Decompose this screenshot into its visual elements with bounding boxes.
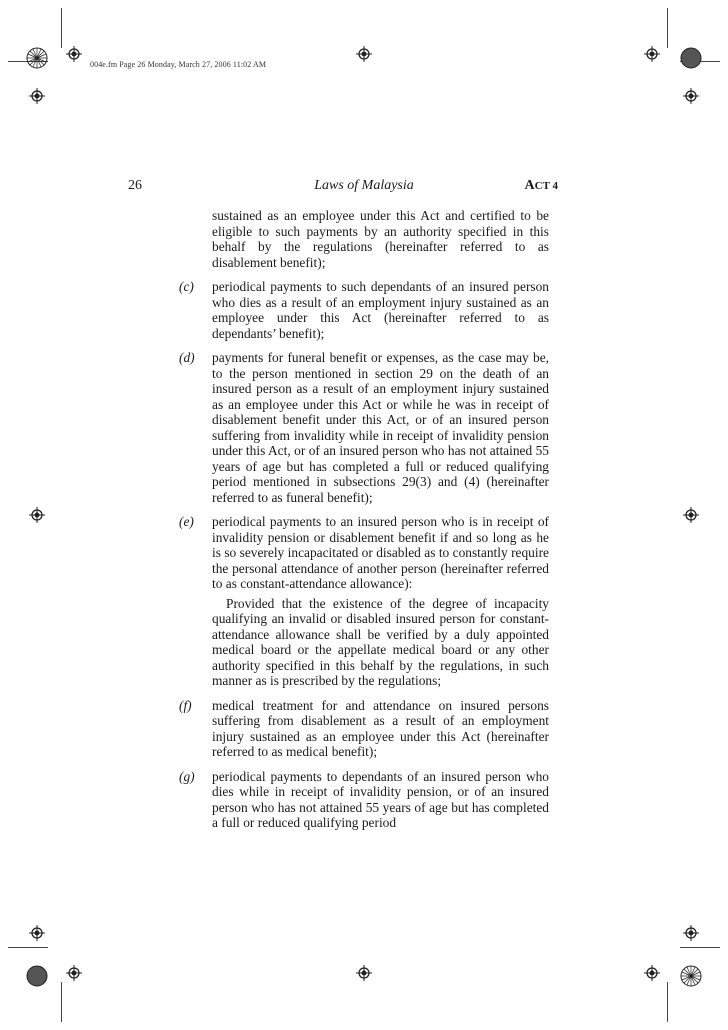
item-text: periodical payments to an insured person who is in receipt of invalidity pension or disablement benefit if and so long as he is so severely incapacitated or disabled as to constantly require the personal attendance of another person (hereinafter referred to as constant-attendance allowance): bbox=[212, 514, 549, 591]
registration-mark-icon bbox=[644, 46, 660, 62]
list-item-d bbox=[165, 350, 549, 505]
starburst-target-icon bbox=[680, 965, 702, 987]
list-item-f bbox=[165, 698, 549, 760]
proviso-paragraph: Provided that the existence of the degree of incapacity qualifying an invalid or disabled insured person for constant-attendance allowance shall be verified by a duly appointed medical board or the appellate medical board or any other authority specified in this behalf by the regulations, in such manner as is prescribed by the regulations; bbox=[212, 595, 549, 688]
act-prefix: A bbox=[524, 178, 535, 193]
registration-mark-icon bbox=[683, 925, 699, 941]
item-label: (d) bbox=[179, 350, 195, 365]
registration-mark-icon bbox=[66, 46, 82, 62]
crop-line bbox=[61, 982, 62, 1022]
item-text: payments for funeral benefit or expenses, as the case may be, to the person mentioned in section 29 on the death of an insured person as a result of an employment injury sustained as an employee under this Act or while he was in receipt of disablement benefit under this Act, or of an insured person suffering from invalidity while in receipt of invalidity pension under this Act, or of an insured person who has not attained 55 years of age but has completed a full or reduced qualifying period mentioned in subsections 29(3) and (4) (hereinafter referred to as funeral benefit); bbox=[212, 350, 549, 505]
act-number bbox=[525, 178, 558, 194]
act-rest: CT 4 bbox=[534, 180, 558, 192]
running-title: Laws of Malaysia bbox=[314, 178, 414, 193]
solid-circle-icon bbox=[680, 47, 702, 69]
registration-mark-icon bbox=[29, 925, 45, 941]
page-number: 26 bbox=[128, 178, 142, 193]
crop-line bbox=[8, 947, 48, 948]
crop-line bbox=[61, 8, 62, 48]
continuation-paragraph: sustained as an employee under this Act and certified to be eligible to such payments by an authority specified in this behalf by the regulations (hereinafter referred to as disablement benefit); bbox=[212, 208, 549, 270]
list-item-c bbox=[165, 279, 549, 341]
item-text: periodical payments to such dependants of an insured person who dies as a result of an employment injury sustained as an employee under this Act (hereinafter referred to as dependants’ benefit); bbox=[212, 279, 549, 341]
item-label: (e) bbox=[179, 514, 194, 529]
crop-line bbox=[667, 8, 668, 48]
solid-circle-icon bbox=[26, 965, 48, 987]
registration-mark-icon bbox=[66, 965, 82, 981]
registration-mark-icon bbox=[356, 965, 372, 981]
crop-line bbox=[667, 982, 668, 1022]
registration-mark-icon bbox=[29, 88, 45, 104]
starburst-target-icon bbox=[26, 47, 48, 69]
crop-line bbox=[680, 947, 720, 948]
item-text: medical treatment for and attendance on insured persons suffering from disablement as a result of an employment injury sustained as an employee under this Act (hereinafter referred to as medical benefit); bbox=[212, 697, 549, 759]
list-item-e bbox=[165, 514, 549, 592]
registration-mark-icon bbox=[644, 965, 660, 981]
page-body bbox=[165, 208, 549, 831]
item-label: (g) bbox=[179, 768, 195, 784]
item-label: (c) bbox=[179, 279, 194, 294]
item-text: periodical payments to dependants of an insured person who dies while in receipt of invalidity pension, or of an insured person who has not attained 55 years of age but has completed a full or reduced qualifying period bbox=[212, 768, 549, 830]
item-label: (f) bbox=[179, 697, 192, 713]
printer-slug: 004e.fm Page 26 Monday, March 27, 2006 11:02 AM bbox=[90, 60, 267, 69]
registration-mark-icon bbox=[356, 46, 372, 62]
registration-mark-icon bbox=[683, 88, 699, 104]
registration-mark-icon bbox=[29, 507, 45, 523]
registration-mark-icon bbox=[683, 507, 699, 523]
list-item-g bbox=[165, 769, 549, 831]
